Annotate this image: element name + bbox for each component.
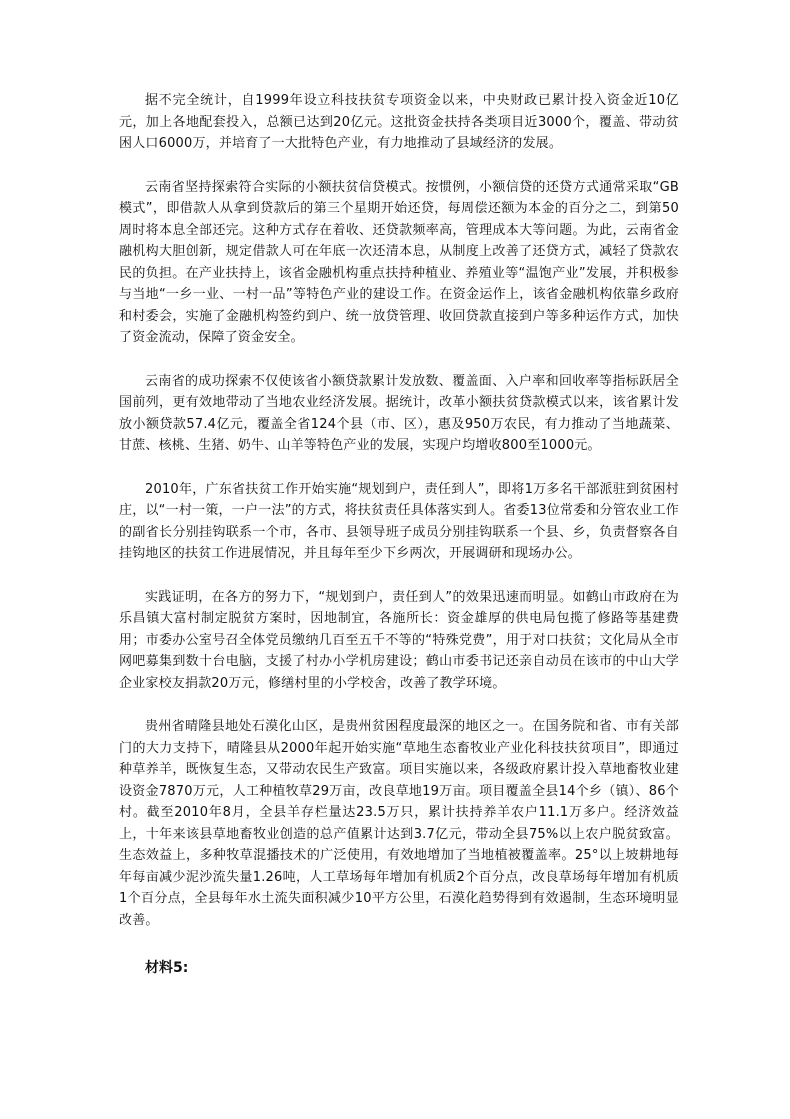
paragraph-4: 2010年，广东省扶贫工作开始实施“规划到户，责任到人”，即将1万多名干部派驻到贫困村庄，以“一村一策，一户一法”的方式，将扶贫责任具体落实到人。省委13位常委和分管农业工作的副省长分别挂钩联系一个市，各市、县领导班子成员分别挂钩联系一个县、乡，负责督察各自挂钩地区的扶贫工作进展情况，并且每年至少下乡两次，开展调研和现场办公。 xyxy=(119,481,679,561)
document-body xyxy=(119,90,679,979)
paragraph-1: 据不完全统计，自1999年设立科技扶贫专项资金以来，中央财政已累计投入资金近10亿元，加上各地配套投入，总额已达到20亿元。这批资金扶持各类项目近3000个，覆盖、带动贫困人口6000万，并培育了一大批特色产业，有力地推动了县域经济的发展。 xyxy=(119,93,679,151)
paragraph-2: 云南省坚持探索符合实际的小额扶贫信贷模式。按惯例，小额信贷的还贷方式通常采取“GB模式”，即借款人从拿到贷款后的第三个星期开始还贷，每周偿还额为本金的百分之二，到第50周时将本息全部还完。这种方式存在着收、还贷款频率高，管理成本大等问题。为此，云南省金融机构大胆创新，规定借款人可在年底一次还清本息，从制度上改善了还贷方式，减轻了贷款农民的负担。在产业扶持上，该省金融机构重点扶持种植业、养殖业等“温饱产业”发展，并积极参与当地“一乡一业、一村一品”等特色产业的建设工作。在资金运作上，该省金融机构依靠乡政府和村委会，实施了金融机构签约到户、统一放贷管理、收回贷款直接到户等多种运作方式，加快了资金流动，保障了资金安全。 xyxy=(119,179,679,345)
paragraph-5: 实践证明，在各方的努力下，“规划到户，责任到人”的效果迅速而明显。如鹤山市政府在为乐昌镇大富村制定脱贫方案时，因地制宜，各施所长：资金雄厚的供电局包揽了修路等基建费用；市委办公室号召全体党员缴纳几百至五千不等的“特殊党费”，用于对口扶贫；文化局从全市网吧募集到数十台电脑，支援了村办小学机房建设；鹤山市委书记还亲自动员在该市的中山大学企业家校友捐款20万元，修缮村里的小学校舍，改善了教学环境。 xyxy=(119,589,679,691)
paragraph-6: 贵州省晴隆县地处石漠化山区，是贵州贫困程度最深的地区之一。在国务院和省、市有关部门的大力支持下，晴隆县从2000年起开始实施“草地生态畜牧业产业化科技扶贫项目”，即通过种草养羊，既恢复生态，又带动农民生产致富。项目实施以来，各级政府累计投入草地畜牧业建设资金7870万元，人工种植牧草29万亩，改良草地19万亩。项目覆盖全县14个乡（镇）、86个村。截至2010年8月，全县羊存栏量达23.5万只，累计扶持养羊农户11.1万多户。经济效益上，十年来该县草地畜牧业创造的总产值累计达到3.7亿元，带动全县75%以上农户脱贫致富。生态效益上，多种牧草混播技术的广泛使用，有效地增加了当地植被覆盖率。25°以上坡耕地每年每亩减少泥沙流失量1.26吨，人工草场每年增加有机质2个百分点，改良草场每年增加有机质1个百分点，全县每年水土流失面积减少10平方公里，石漠化趋势得到有效遏制，生态环境明显改善。 xyxy=(119,719,679,928)
section-heading: 材料5: xyxy=(145,960,189,976)
paragraph-3: 云南省的成功探索不仅使该省小额贷款累计发放数、覆盖面、入户率和回收率等指标跃居全国前列，更有效地带动了当地农业经济发展。据统计，改革小额扶贫贷款模式以来，该省累计发放小额贷款57.4亿元，覆盖全省124个县（市、区），惠及950万农民，有力推动了当地蔬菜、甘蔗、核桃、生猪、奶牛、山羊等特色产业的发展，实现户均增收800至1000元。 xyxy=(119,373,679,453)
